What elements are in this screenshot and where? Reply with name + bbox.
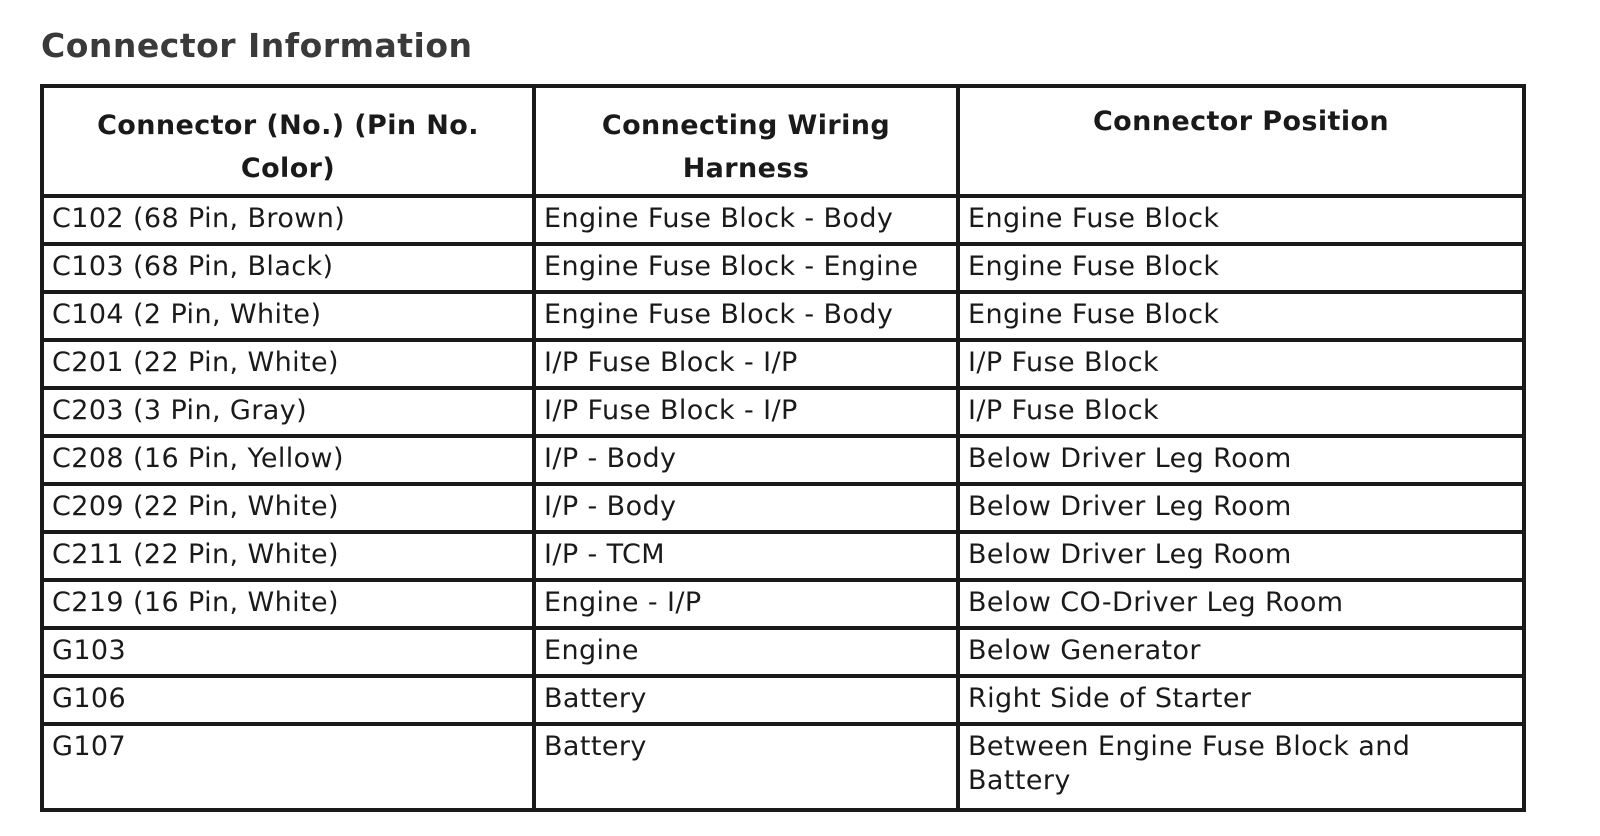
table-row <box>42 484 1524 532</box>
connector-cell: G106 <box>42 676 534 724</box>
harness-cell: Battery <box>534 676 958 724</box>
connector-cell: G107 <box>42 724 534 810</box>
table-row <box>42 244 1524 292</box>
position-cell: Engine Fuse Block <box>958 244 1524 292</box>
position-cell: Between Engine Fuse Block and Battery <box>958 724 1524 810</box>
table-row <box>42 388 1524 436</box>
harness-cell: Engine Fuse Block - Engine <box>534 244 958 292</box>
connector-cell: C102 (68 Pin, Brown) <box>42 196 534 244</box>
column-header-connector: Connector (No.) (Pin No. Color) <box>42 86 534 196</box>
position-cell: Right Side of Starter <box>958 676 1524 724</box>
column-header-harness: Connecting Wiring Harness <box>534 86 958 196</box>
harness-cell: Engine <box>534 628 958 676</box>
connector-cell: C219 (16 Pin, White) <box>42 580 534 628</box>
harness-cell: I/P - Body <box>534 436 958 484</box>
table-row <box>42 292 1524 340</box>
connector-cell: C103 (68 Pin, Black) <box>42 244 534 292</box>
table-row <box>42 340 1524 388</box>
harness-cell: Engine - I/P <box>534 580 958 628</box>
table-row <box>42 532 1524 580</box>
connector-table <box>40 84 1526 812</box>
table-header-row <box>42 86 1524 196</box>
position-cell: I/P Fuse Block <box>958 388 1524 436</box>
position-cell: Engine Fuse Block <box>958 196 1524 244</box>
connector-cell: C211 (22 Pin, White) <box>42 532 534 580</box>
table-row <box>42 676 1524 724</box>
harness-cell: Engine Fuse Block - Body <box>534 196 958 244</box>
harness-cell: I/P Fuse Block - I/P <box>534 340 958 388</box>
position-cell: Engine Fuse Block <box>958 292 1524 340</box>
table-row <box>42 436 1524 484</box>
harness-cell: I/P Fuse Block - I/P <box>534 388 958 436</box>
column-header-position: Connector Position <box>958 86 1524 196</box>
position-cell: Below Generator <box>958 628 1524 676</box>
table-row <box>42 580 1524 628</box>
position-cell: Below Driver Leg Room <box>958 484 1524 532</box>
table-row <box>42 196 1524 244</box>
page-title: Connector Information <box>41 26 473 65</box>
position-cell: Below CO-Driver Leg Room <box>958 580 1524 628</box>
connector-cell: C209 (22 Pin, White) <box>42 484 534 532</box>
position-cell: Below Driver Leg Room <box>958 532 1524 580</box>
table-row <box>42 628 1524 676</box>
connector-cell: G103 <box>42 628 534 676</box>
connector-cell: C201 (22 Pin, White) <box>42 340 534 388</box>
table-row <box>42 724 1524 810</box>
harness-cell: I/P - TCM <box>534 532 958 580</box>
harness-cell: Engine Fuse Block - Body <box>534 292 958 340</box>
position-cell: Below Driver Leg Room <box>958 436 1524 484</box>
harness-cell: I/P - Body <box>534 484 958 532</box>
connector-cell: C104 (2 Pin, White) <box>42 292 534 340</box>
harness-cell: Battery <box>534 724 958 810</box>
connector-cell: C208 (16 Pin, Yellow) <box>42 436 534 484</box>
position-cell: I/P Fuse Block <box>958 340 1524 388</box>
connector-cell: C203 (3 Pin, Gray) <box>42 388 534 436</box>
